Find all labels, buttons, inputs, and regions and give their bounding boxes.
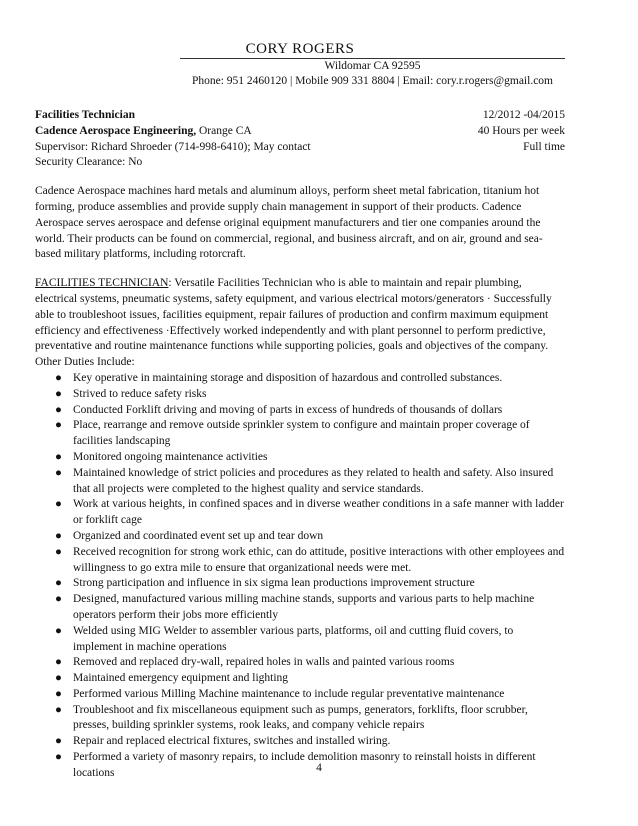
summary-label: FACILITIES TECHNICIAN — [35, 277, 169, 290]
list-item: ● Performed a variety of masonry repairs, to include demolition masonry to reinstall hoists in different locations — [55, 751, 536, 779]
list-item: ● Strived to reduce safety risks — [35, 387, 565, 403]
list-item: ● Monitored ongoing maintenance activities — [35, 450, 565, 466]
candidate-name: CORY ROGERS — [245, 41, 355, 57]
job-title-row — [35, 108, 565, 124]
job-type: Full time — [523, 140, 565, 153]
company-row — [35, 124, 565, 140]
address-line: Wildomar CA 92595 — [324, 60, 421, 72]
job-dates: 12/2012 -04/2015 — [482, 109, 565, 121]
bullet-icon: ● — [55, 735, 62, 748]
bullet-icon: ● — [55, 703, 62, 716]
bullet-icon: ● — [55, 450, 62, 463]
list-item: ● Designed, manufactured various milling machine stands, supports and various parts to help machine operators perform their jobs more efficiently — [55, 593, 535, 621]
list-item: ● Maintained emergency equipment and lighting — [35, 671, 565, 687]
list-item: ● Organized and coordinated event set up and tear down — [35, 529, 565, 545]
bullet-icon: ● — [55, 529, 62, 542]
job-hours: 40 Hours per week — [477, 124, 565, 137]
list-item: ● Received recognition for strong work ethic, can do attitude, positive interactions with other employees and willingness to go extra mile to ensure that organizational needs were met. — [55, 545, 565, 574]
bullet-icon: ● — [55, 687, 62, 700]
page-number: 4 — [316, 762, 322, 774]
clearance-row — [35, 155, 565, 171]
list-item: ● Performed various Milling Machine maintenance to include regular preventative maintenance — [35, 687, 565, 703]
list-item: ● Place, rearrange and remove outside sprinkler system to configure and maintain proper coverage of facilities landscaping — [55, 419, 530, 448]
supervisor-row — [35, 140, 565, 156]
list-item: ● Key operative in maintaining storage and disposition of hazardous and controlled substances. — [35, 371, 565, 387]
bullet-icon: ● — [55, 498, 62, 511]
list-item: ● Work at various heights, in confined spaces and in diverse weather conditions in a safe manner with ladder or forklift cage — [55, 498, 564, 527]
summary-paragraph — [35, 276, 565, 355]
company-location: Orange CA — [196, 124, 252, 137]
job-title: Facilities Technician — [35, 109, 135, 121]
bullet-icon: ● — [55, 593, 62, 606]
other-duties-heading: Other Duties Include: — [35, 356, 135, 369]
list-item: ● Removed and replaced dry-wall, repaired holes in walls and painted various rooms — [35, 655, 565, 671]
bullet-icon: ● — [55, 545, 62, 558]
bullet-icon: ● — [55, 387, 62, 400]
duties-list — [35, 371, 565, 782]
bullet-icon: ● — [55, 403, 62, 416]
security-clearance: Security Clearance: No — [35, 156, 143, 169]
bullet-icon: ● — [55, 371, 62, 384]
company-name: Cadence Aerospace Engineering, — [35, 124, 197, 137]
company-block — [35, 124, 252, 140]
bullet-icon: ● — [55, 751, 62, 764]
resume-page — [35, 0, 565, 782]
bullet-icon: ● — [55, 672, 62, 685]
list-item: ● Conducted Forklift driving and moving of parts in excess of hundreds of thousands of dollars — [35, 403, 565, 419]
summary-text: : Versatile Facilities Technician who is able to maintain and repair plumbing, electrical systems, pneumatic systems, safety equipment, and various electrical motors/generators · Successfully able to troubleshoot issues, facilities equipment, repair failures of production and confirm maximum equipment efficiency and effectiveness ·Effectively worked independently and with plant personnel to perform predictive, preventative and routine maintenance functions while supporting policies, goals and objectives of the company. — [35, 277, 552, 353]
bullet-icon: ● — [55, 419, 62, 432]
list-item: ● Troubleshoot and fix miscellaneous equipment such as pumps, generators, forklifts, floor scrubber, presses, building sprinkler systems, rook leaks, and company vehicle repairs — [55, 703, 528, 732]
list-item: ● Repair and replaced electrical fixtures, switches and installed wiring. — [35, 734, 565, 750]
supervisor: Supervisor: Richard Shroeder (714-998-6410); May contact — [35, 140, 311, 153]
bullet-icon: ● — [55, 466, 62, 479]
list-item: ● Strong participation and influence in six sigma lean productions improvement structure — [35, 576, 565, 592]
bullet-icon: ● — [55, 624, 62, 637]
bullet-icon: ● — [55, 656, 62, 669]
company-description: Cadence Aerospace machines hard metals and aluminum alloys, perform sheet metal fabrication, titanium hot forming, produce assemblies and provide supply chain management in support of their products. Cadence Aerospace serves aerospace and defense original equipment manufacturers and tier one companies around the world. Their products can be found on commercial, regional, and business aircraft, and on air, ground and sea-based military platforms, including rotorcraft. — [35, 185, 543, 261]
bullet-icon: ● — [55, 577, 62, 590]
contact-line: Phone: 951 2460120 | Mobile 909 331 8804 | Email: cory.r.rogers@gmail.com — [191, 75, 553, 87]
list-item: ● Welded using MIG Welder to assembler various parts, platforms, oil and cutting fluid covers, to implement in machine operations — [55, 624, 514, 653]
list-item: ● Maintained knowledge of strict policies and procedures as they related to health and safety. Also insured that all projects were completed to the highest quality and service standards. — [55, 466, 554, 495]
